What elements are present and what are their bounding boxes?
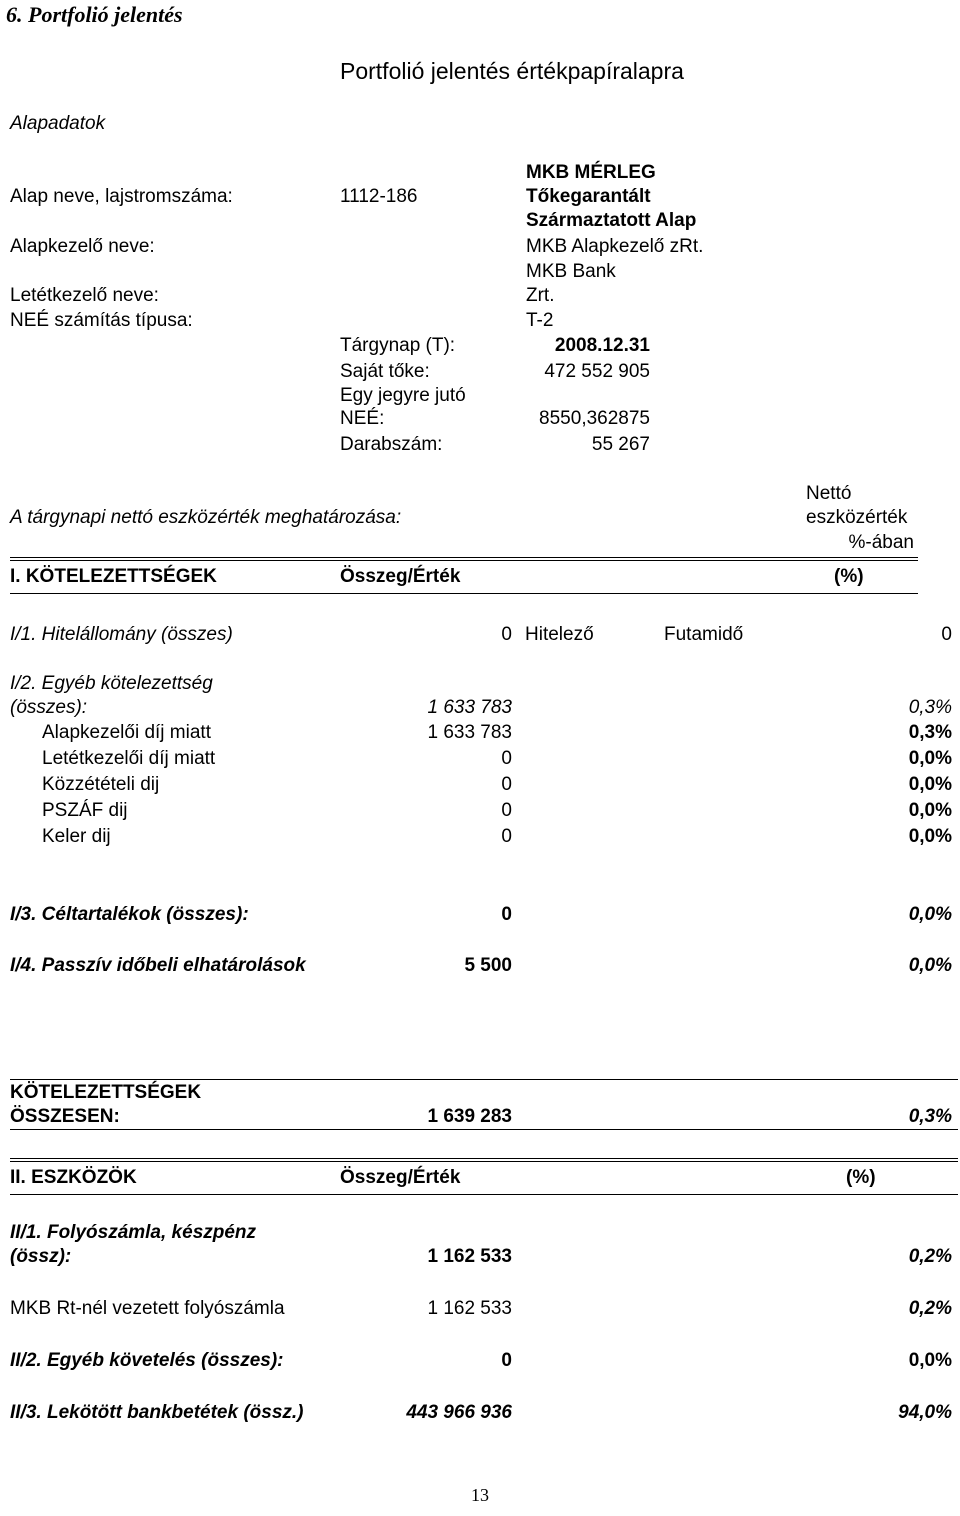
nav-type-value: T-2	[526, 310, 554, 331]
pct-header-line-2: eszközérték	[806, 507, 908, 528]
equity-label: Saját tőke:	[340, 361, 430, 382]
liabilities-total-value: 1 639 283	[427, 1106, 512, 1127]
liabilities-total-top-rule	[10, 1079, 958, 1080]
custodian-label: Letétkezelő neve:	[10, 285, 159, 306]
i4-value: 5 500	[464, 955, 512, 976]
page-number: 13	[471, 1485, 489, 1505]
assets-header-bottom-rule	[10, 1194, 958, 1195]
report-title: Portfolió jelentés értékpapíralapra	[340, 58, 684, 84]
i2-item-pct: 0,0%	[908, 826, 952, 847]
liabilities-total-label-1: KÖTELEZETTSÉGEK	[10, 1082, 202, 1103]
i1-value: 0	[501, 624, 512, 645]
ii3-pct: 94,0%	[898, 1402, 952, 1423]
assets-pct-header: (%)	[846, 1167, 876, 1188]
liabilities-header-top-rule	[10, 557, 918, 558]
assets-header-top-rule	[10, 1158, 958, 1159]
fund-name-line-1: MKB MÉRLEG	[526, 162, 656, 183]
ii1-item-label: MKB Rt-nél vezetett folyószámla	[10, 1298, 285, 1319]
i2-label-1: I/2. Egyéb kötelezettség	[10, 673, 213, 694]
i1-label: I/1. Hitelállomány (összes)	[10, 624, 233, 645]
fund-name-line-2: Tőkegarantált	[526, 186, 651, 207]
i2-item-pct: 0,3%	[908, 722, 952, 743]
pct-header-line-1: Nettó	[806, 483, 852, 504]
i2-item-label: PSZÁF dij	[42, 800, 128, 821]
i2-item-pct: 0,0%	[908, 774, 952, 795]
i2-label-2: (összes):	[10, 697, 88, 718]
ii3-value: 443 966 936	[406, 1402, 512, 1423]
i2-item-value: 0	[501, 774, 512, 795]
i2-item-label: Keler dij	[42, 826, 111, 847]
nav-determination-label: A tárgynapi nettó eszközérték meghatározása:	[10, 507, 402, 528]
fund-name-line-3: Származtatott Alap	[526, 210, 697, 231]
ii1-label-1: II/1. Folyószámla, készpénz	[10, 1222, 257, 1243]
i1-maturity: Futamidő	[664, 624, 744, 645]
liabilities-header-bottom-rule	[10, 593, 918, 594]
nav-per-unit-label-1: Egy jegyre jutó	[340, 385, 466, 406]
assets-header-top-rule-2	[10, 1161, 958, 1162]
pct-header-line-3: %-ában	[848, 532, 914, 553]
ii1-item-pct: 0,2%	[908, 1298, 952, 1319]
i2-item-label: Alapkezelői díj miatt	[42, 722, 211, 743]
units-value: 55 267	[591, 434, 650, 455]
i2-value: 1 633 783	[427, 697, 512, 718]
manager-label: Alapkezelő neve:	[10, 236, 155, 257]
liabilities-total-bottom-rule	[10, 1129, 958, 1130]
ii1-label-2: (össz):	[10, 1246, 72, 1267]
manager-value: MKB Alapkezelő zRt.	[526, 236, 704, 257]
ii2-label: II/2. Egyéb követelés (összes):	[10, 1350, 284, 1371]
i2-item-value: 0	[501, 748, 512, 769]
i4-pct: 0,0%	[908, 955, 952, 976]
custodian-line-2: Zrt.	[526, 285, 555, 306]
liabilities-header-top-rule-2	[10, 560, 918, 561]
i2-item-pct: 0,0%	[908, 748, 952, 769]
assets-amount-header: Összeg/Érték	[340, 1167, 461, 1188]
units-label: Darabszám:	[340, 434, 443, 455]
fund-name-label: Alap neve, lajstromszáma:	[10, 186, 233, 207]
assets-title: II. ESZKÖZÖK	[10, 1167, 137, 1188]
ii1-item-value: 1 162 533	[427, 1298, 512, 1319]
liabilities-total-pct: 0,3%	[908, 1106, 952, 1127]
liabilities-total-label-2: ÖSSZESEN:	[10, 1106, 120, 1127]
liabilities-pct-header: (%)	[834, 566, 864, 587]
i1-pct: 0	[941, 624, 952, 645]
i4-label: I/4. Passzív időbeli elhatárolások	[10, 955, 306, 976]
i2-item-label: Közzétételi dij	[42, 774, 160, 795]
basics-heading: Alapadatok	[10, 113, 106, 134]
nav-type-label: NEÉ számítás típusa:	[10, 310, 193, 331]
i2-item-pct: 0,0%	[908, 800, 952, 821]
trade-date-value: 2008.12.31	[554, 335, 650, 356]
fund-reg-no: 1112-186	[340, 186, 418, 207]
section-heading: 6. Portfolió jelentés	[6, 2, 183, 27]
i2-item-value: 0	[501, 826, 512, 847]
nav-per-unit-label-2: NEÉ:	[340, 408, 385, 429]
i2-item-label: Letétkezelői díj miatt	[42, 748, 216, 769]
trade-date-label: Tárgynap (T):	[340, 335, 456, 356]
ii3-label: II/3. Lekötött bankbetétek (össz.)	[10, 1402, 304, 1423]
i3-label: I/3. Céltartalékok (összes):	[10, 904, 249, 925]
custodian-line-1: MKB Bank	[526, 261, 616, 282]
liabilities-title: I. KÖTELEZETTSÉGEK	[10, 566, 217, 587]
i2-pct: 0,3%	[908, 697, 952, 718]
i3-pct: 0,0%	[908, 904, 952, 925]
liabilities-amount-header: Összeg/Érték	[340, 566, 461, 587]
i1-creditor: Hitelező	[525, 624, 594, 645]
ii2-value: 0	[501, 1350, 512, 1371]
ii1-value: 1 162 533	[427, 1246, 512, 1267]
ii1-pct: 0,2%	[908, 1246, 952, 1267]
i2-item-value: 0	[501, 800, 512, 821]
i2-item-value: 1 633 783	[427, 722, 512, 743]
nav-per-unit-value: 8550,362875	[539, 408, 650, 429]
equity-value: 472 552 905	[544, 361, 650, 382]
i3-value: 0	[501, 904, 512, 925]
ii2-pct: 0,0%	[908, 1350, 952, 1371]
